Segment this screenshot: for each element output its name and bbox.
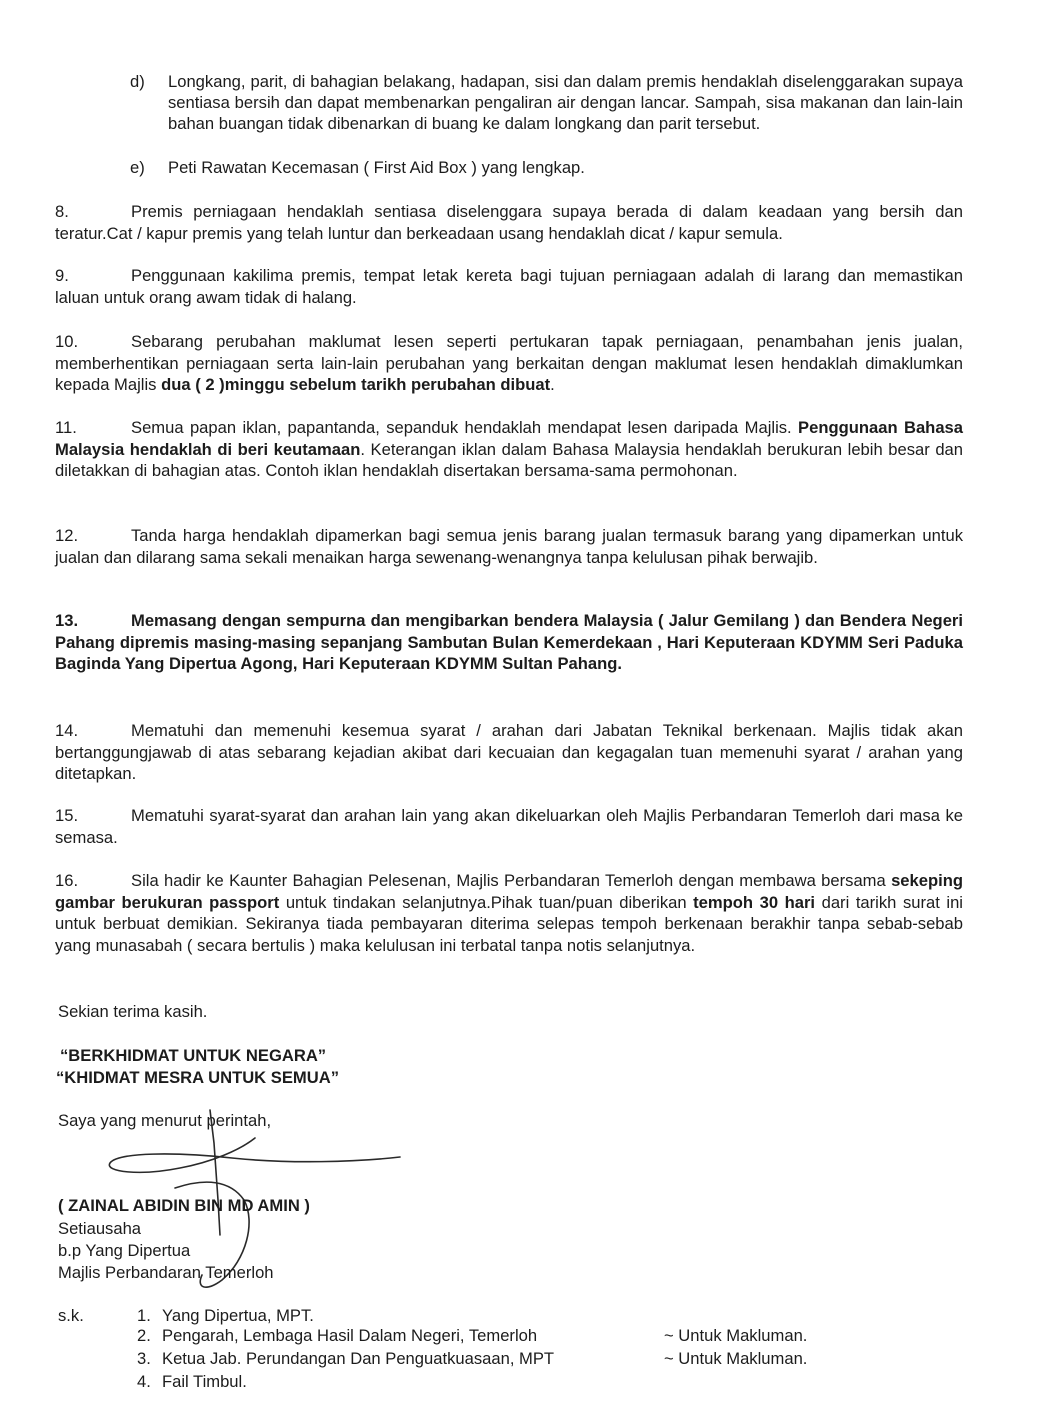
paragraph-10 bbox=[55, 331, 963, 396]
paragraph-12 bbox=[55, 525, 963, 568]
copy-item-recipient: Ketua Jab. Perundangan Dan Penguatkuasaan, MPT bbox=[162, 1349, 555, 1368]
copy-item-number: 4. bbox=[137, 1372, 151, 1391]
paragraph-text-end: . bbox=[550, 375, 555, 394]
paragraph-number: 10. bbox=[55, 332, 79, 351]
paragraph-number: 16. bbox=[55, 871, 79, 890]
paragraph-number: 11. bbox=[55, 418, 77, 437]
paragraph-number: 12. bbox=[55, 526, 79, 545]
paragraph-text-mid: untuk tindakan selanjutnya.Pihak tuan/puan diberikan bbox=[279, 892, 694, 912]
bleed-through-mark bbox=[1013, 142, 1021, 176]
signatory-name: ( ZAINAL ABIDIN BIN MD AMIN ) bbox=[58, 1196, 310, 1215]
paragraph-text: Premis perniagaan hendaklah sentiasa diselenggara supaya berada di dalam keadaan yang bersih dan teratur.Cat / kapur premis yang telah luntur dan berkeadaan usang hendaklah dicat / kapur semula. bbox=[55, 202, 963, 243]
paragraph-text: Memasang dengan sempurna dan mengibarkan bendera Malaysia ( Jalur Gemilang ) dan Bendera Negeri Pahang dipremis masing-masing sepanjang Sambutan Bulan Kemerdekaan , Hari Keputeraan KDYMM Seri Paduka Baginda Yang Dipertua Agong, Hari Keputeraan KDYMM Sultan Pahang. bbox=[55, 611, 963, 673]
motto-line-1: “BERKHIDMAT UNTUK NEGARA” bbox=[60, 1046, 327, 1065]
condition-text: Longkang, parit, di bahagian belakang, hadapan, sisi dan dalam premis hendaklah diselenggarakan supaya sentiasa bersih dan dapat membenarkan pengaliran air dengan lancar. Sampah, sisa makanan dan lain-lain bahan buangan tidak dibenarkan di buang ke dalam longkang dan parit tersebut. bbox=[168, 72, 963, 133]
paragraph-14 bbox=[55, 720, 963, 785]
bleed-through-mark bbox=[1005, 0, 1016, 43]
copy-item-note: ~ Untuk Makluman. bbox=[664, 1349, 808, 1368]
condition-item-d bbox=[130, 71, 963, 134]
copy-item-recipient: Yang Dipertua, MPT. bbox=[162, 1306, 314, 1325]
paragraph-emphasis: tempoh 30 hari bbox=[693, 892, 816, 912]
paragraph-16 bbox=[55, 870, 963, 956]
signatory-org: Majlis Perbandaran Temerloh bbox=[58, 1263, 274, 1282]
paragraph-emphasis: Penggunaan Bahasa Malaysia hendaklah di beri keutamaan bbox=[55, 418, 964, 459]
copy-item-number: 2. bbox=[137, 1326, 151, 1345]
paragraph-text-end: dari tarikh surat ini untuk berbuat demikian. Sekiranya tiada pembayaran diterima selepas tempoh berkenaan berakhir tanpa sebab-sebab yang munasabah ( secara bertulis ) maka kelulusan ini terbatal tanpa notis selanjutnya. bbox=[55, 892, 963, 955]
copy-item-number: 3. bbox=[137, 1349, 151, 1368]
signatory-behalf: b.p Yang Dipertua bbox=[58, 1241, 191, 1260]
paragraph-text: Semua papan iklan, papantanda, sepanduk hendaklah mendapat lesen daripada Majlis. bbox=[131, 418, 799, 437]
paragraph-text: Penggunaan kakilima premis, tempat letak kereta bagi tujuan perniagaan adalah di larang dan memastikan laluan untuk orang awam tidak di halang. bbox=[55, 266, 963, 307]
copies-label: s.k. bbox=[58, 1306, 84, 1325]
condition-text: Peti Rawatan Kecemasan ( First Aid Box ) yang lengkap. bbox=[168, 158, 585, 177]
paragraph-emphasis: dua ( 2 )minggu sebelum tarikh perubahan dibuat bbox=[161, 375, 551, 394]
paragraph-9 bbox=[55, 265, 963, 308]
paragraph-number: 14. bbox=[55, 721, 79, 740]
paragraph-text: Mematuhi dan memenuhi kesemua syarat / arahan dari Jabatan Teknikal berkenaan. Majlis tidak akan bertanggungjawab di atas sebarang kejadian akibat dari kecuaian dan kegagalan tuan memenuhi syarat / arahan yang ditetapkan. bbox=[55, 721, 963, 783]
paragraph-text: Mematuhi syarat-syarat dan arahan lain yang akan dikeluarkan oleh Majlis Perbandaran Temerloh dari masa ke semasa. bbox=[55, 806, 963, 847]
paragraph-emphasis: sekeping gambar berukuran passport bbox=[55, 871, 963, 912]
signatory-title: Setiausaha bbox=[58, 1219, 142, 1238]
paragraph-15 bbox=[55, 805, 963, 848]
paragraph-8 bbox=[55, 201, 963, 244]
paragraph-number: 9. bbox=[55, 266, 69, 285]
paragraph-number: 15. bbox=[55, 806, 79, 825]
paragraph-11 bbox=[55, 417, 963, 482]
copy-item-number: 1. bbox=[137, 1306, 151, 1325]
paragraph-number: 8. bbox=[55, 202, 69, 221]
condition-item-e bbox=[130, 157, 963, 178]
condition-label: d) bbox=[130, 72, 145, 91]
paragraph-text: Sebarang perubahan maklumat lesen seperti pertukaran tapak perniagaan, penambahan jenis jualan, memberhentikan perniagaan serta lain-lain perubahan yang berkaitan dengan maklumat lesen hendaklah dimaklumkan kepada Majlis bbox=[55, 332, 963, 394]
paragraph-text-end: . Keterangan iklan dalam Bahasa Malaysia hendaklah berukuran lebih besar dan diletakkan di bahagian atas. Contoh iklan hendaklah disertakan bersama-sama permohonan. bbox=[55, 439, 964, 480]
paragraph-number: 13. bbox=[55, 611, 79, 630]
condition-label: e) bbox=[130, 158, 145, 177]
obey-line: Saya yang menurut perintah, bbox=[58, 1111, 272, 1130]
copy-item-recipient: Pengarah, Lembaga Hasil Dalam Negeri, Temerloh bbox=[162, 1326, 538, 1345]
motto-line-2: “KHIDMAT MESRA UNTUK SEMUA” bbox=[56, 1068, 340, 1087]
copy-item-note: ~ Untuk Makluman. bbox=[664, 1326, 808, 1345]
paragraph-text: Tanda harga hendaklah dipamerkan bagi semua jenis barang jualan termasuk barang yang dipamerkan untuk jualan dan dilarang sama sekali menaikan harga sewenang-wenangnya tanpa kelulusan pihak berwajib. bbox=[55, 526, 963, 567]
copy-item-recipient: Fail Timbul. bbox=[162, 1372, 247, 1391]
paragraph-text: Sila hadir ke Kaunter Bahagian Pelesenan, Majlis Perbandaran Temerloh dengan membawa bersama bbox=[131, 871, 892, 890]
closing-thanks: Sekian terima kasih. bbox=[58, 1002, 208, 1021]
paragraph-13 bbox=[55, 610, 963, 675]
